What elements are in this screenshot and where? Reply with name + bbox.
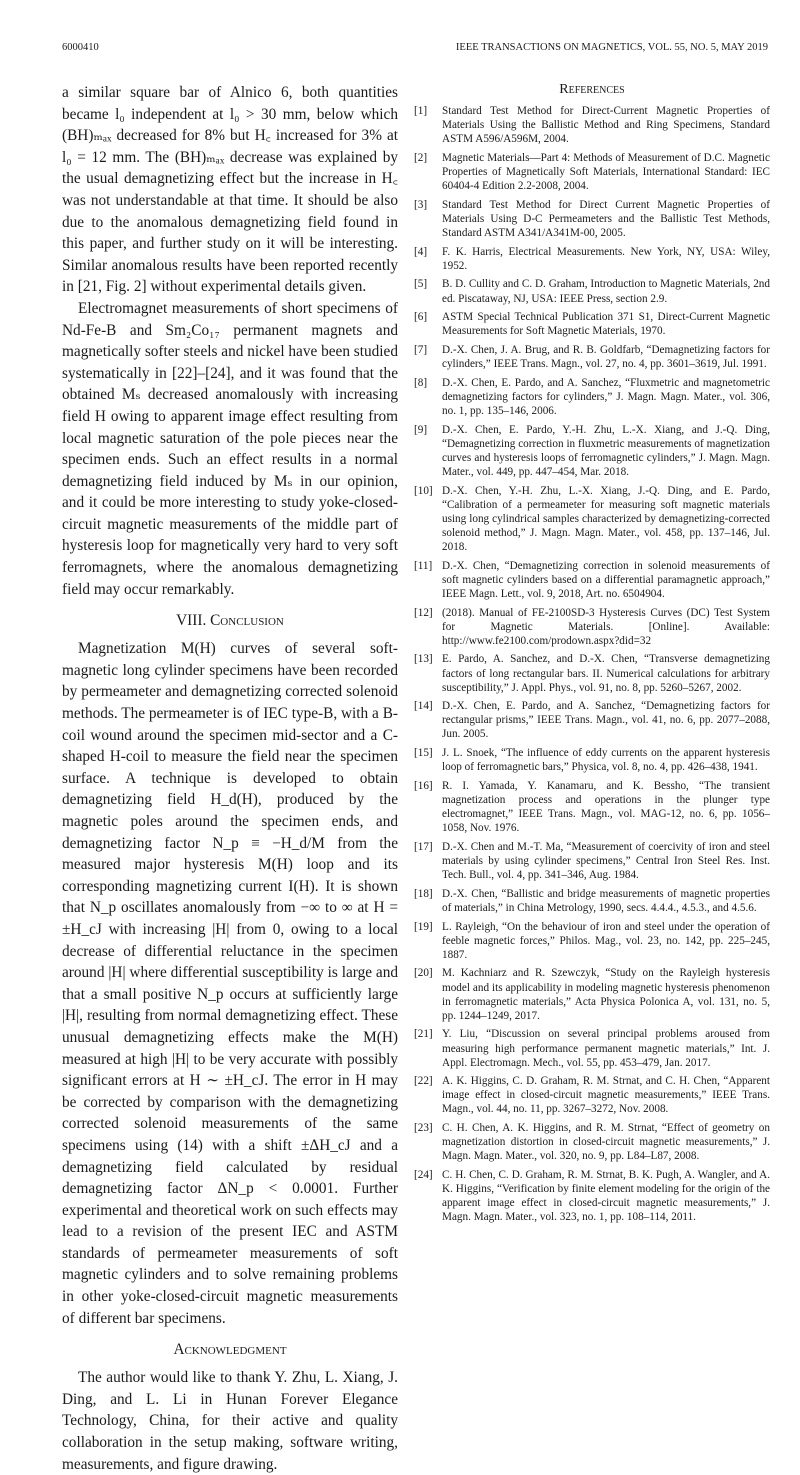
acknowledgment-paragraph: The author would like to thank Y. Zhu, L. Xiang, J. Ding, and L. Li in Hunan Forever Elegance Technology, China, for their active and quality collaboration in the setup making, software writing, measurements, and figure drawing. <box>62 1369 398 1473</box>
reference-number: [16] <box>414 779 433 792</box>
reference-number: [7] <box>414 343 428 356</box>
reference-text: Standard Test Method for Direct Current Magnetic Properties of Materials Using D-C Permeameters and the Ballistic Test Methods, Standard ASTM A341/A341M-00, 2005. <box>442 198 770 239</box>
paragraph: Electromagnet measurements of short specimens of Nd-Fe-B and Sm₂Co₁₇ permanent magnets and magnetically softer steels and nickel have been studied systematically in [22]–[24], and it was found that the obtained Mₛ decreased anomalously with increasing field H owing to apparent image effect resulting from local magnetic saturation of the pole pieces near the specimen ends. Such an effect results in a normal demagnetizing field induced by Mₛ in our opinion, and it could be more interesting to study yoke-closed-circuit magnetic measurements of the middle part of hysteresis loop for magnetically very hard to very soft ferromagnets, where the anomalous demagnetizing field may occur remarkably. <box>62 299 398 598</box>
reference-text: ASTM Special Technical Publication 371 S1, Direct-Current Magnetic Measurements for Soft Magnetic Materials, 1970. <box>442 311 770 338</box>
reference-text: D.-X. Chen, E. Pardo, and A. Sanchez, “Fluxmetric and magnetometric demagnetizing factors for cylinders,” J. Magn. Magn. Mater., vol. 306, no. 1, pp. 135–146, 2006. <box>442 376 770 417</box>
running-header <box>62 42 768 56</box>
reference-item <box>414 746 770 774</box>
reference-number: [22] <box>414 1075 433 1088</box>
reference-number: [20] <box>414 967 433 980</box>
reference-text: C. H. Chen, C. D. Graham, R. M. Strnat, B. K. Pugh, A. Wangler, and A. K. Higgins, “Verification by finite element modeling for the origin of the apparent image effect in closed-circuit magnetic measurements,” J. Magn. Magn. Mater., vol. 323, no. 1, pp. 108–114, 2011. <box>442 1169 770 1224</box>
reference-number: [4] <box>414 245 428 258</box>
reference-text: B. D. Cullity and C. D. Graham, Introduction to Magnetic Materials, 2nd ed. Piscataway, NJ, USA: IEEE Press, section 2.9. <box>442 278 770 305</box>
references-heading: References <box>559 82 625 97</box>
reference-number: [15] <box>414 747 433 760</box>
reference-text: D.-X. Chen, E. Pardo, Y.-H. Zhu, L.-X. Xiang, and J.-Q. Ding, “Demagnetizing correction in fluxmetric measurements of magnetization curves and hysteresis loops of ferromagnetic cylinders,” J. Magn. Magn. Mater., vol. 449, pp. 447–454, Mar. 2018. <box>442 423 770 478</box>
reference-text: J. L. Snoek, “The influence of eddy currents on the apparent hysteresis loop of ferromagnetic bars,” Physica, vol. 8, no. 4, pp. 426–438, 1941. <box>442 747 770 774</box>
reference-text: D.-X. Chen, J. A. Brug, and R. B. Goldfarb, “Demagnetizing factors for cylinders,” IEEE Trans. Magn., vol. 27, no. 4, pp. 3601–3619, Jul. 1991. <box>442 343 770 371</box>
reference-item <box>414 151 770 193</box>
reference-text: R. I. Yamada, Y. Kanamaru, and K. Bessho, “The transient magnetization process and operations in the plunger type electromagnet,” IEEE Trans. Magn., vol. MAG-12, no. 6, pp. 1056–1058, Nov. 1976. <box>442 779 770 835</box>
reference-number: [3] <box>414 198 428 211</box>
reference-text: Magnetic Materials—Part 4: Methods of Measurement of D.C. Magnetic Properties of Magnetically Soft Materials, International Standard: IEC 60404-4 Edition 2.2-2008, 2004. <box>442 151 770 193</box>
section-heading-acknowledgment: Acknowledgment <box>173 1341 287 1359</box>
reference-item <box>414 104 770 146</box>
reference-number: [13] <box>414 653 433 666</box>
reference-text: M. Kachniarz and R. Szewczyk, “Study on the Rayleigh hysteresis model and its applicability in modeling magnetic hysteresis phenomenon in ferromagnetic materials,” Acta Physica Polonica A, vol. 131, no. 5, pp. 1244–1249, 2017. <box>442 967 770 1022</box>
reference-item <box>414 1074 770 1116</box>
reference-number: [19] <box>414 920 433 933</box>
reference-number: [18] <box>414 887 433 900</box>
reference-text: D.-X. Chen, “Demagnetizing correction in solenoid measurements of soft magnetic cylinders based on a differential paramagnetic approach,” IEEE Magn. Lett., vol. 9, 2018, Art. no. 6504904. <box>442 559 770 600</box>
reference-number: [6] <box>414 311 428 324</box>
reference-item <box>414 245 770 273</box>
reference-item <box>414 423 770 479</box>
reference-item <box>414 484 770 554</box>
reference-item <box>414 1121 770 1163</box>
reference-number: [5] <box>414 278 428 291</box>
reference-number: [11] <box>414 559 433 572</box>
reference-item <box>414 198 770 240</box>
reference-number: [14] <box>414 700 433 713</box>
reference-number: [1] <box>414 105 428 117</box>
reference-item <box>414 559 770 601</box>
reference-text: A. K. Higgins, C. D. Graham, R. M. Strnat, and C. H. Chen, “Apparent image effect in closed-circuit magnetic measurements,” IEEE Trans. Magn., vol. 44, no. 11, pp. 3267–3272, Nov. 2008. <box>442 1075 770 1116</box>
reference-text: C. H. Chen, A. K. Higgins, and R. M. Strnat, “Effect of geometry on magnetization distortion in closed-circuit magnetic measurements,” J. Magn. Magn. Mater., vol. 320, no. 9, pp. L84–L87, 2008. <box>442 1122 770 1163</box>
reference-item <box>414 966 770 1022</box>
reference-item <box>414 1027 770 1069</box>
journal-title: IEEE TRANSACTIONS ON MAGNETICS, VOL. 55, NO. 5, MAY 2019 <box>455 42 768 53</box>
conclusion-paragraph: Magnetization M(H) curves of several soft-magnetic long cylinder specimens have been recorded by permeameter and demagnetizing corrected solenoid methods. The permeameter is of IEC type-B, with a B-coil wound around the specimen mid-sector and a C-shaped H-coil to measure the field near the specimen surface. A technique is developed to obtain demagnetizing field H_d(H), produced by the magnetic poles around the specimen ends, and demagnetizing factor N_p ≡ −H_d/M from the measured major hysteresis M(H) loop and its corresponding magnetizing current I(H). It is shown that N_p oscillates anomalously from −∞ to ∞ at H = ±H_cJ with increasing |H| from 0, owing to a local decrease of differential reluctance in the specimen around |H| where differential susceptibility is large and that a small positive N_p occurs at sufficiently large |H|, resulting from normal demagnetizing effect. These unusual demagnetizing effects make the M(H) measured at high |H| to be very accurate with possibly significant errors at H ∼ ±H_cJ. The error in H may be corrected by comparison with the demagnetizing corrected solenoid measurements of the same specimens using (14) with a shift ±ΔH_cJ and a demagnetizing field calculated by residual demagnetizing factor ΔN_p < 0.0001. Further experimental and theoretical work on such effects may lead to a revision of the present IEC and ASTM standards of permeameter measurements of soft magnetic cylinders and to solve remaining problems in other yoke-closed-circuit magnetic measurements of different bar specimens. <box>62 640 398 1327</box>
reference-text: E. Pardo, A. Sanchez, and D.-X. Chen, “Transverse demagnetizing factors of long rectangular bars. II. Numerical calculations for arbitrary susceptibility,” J. Appl. Phys., vol. 91, no. 8, pp. 5260–5267, 2002. <box>442 653 770 694</box>
reference-item <box>414 277 770 305</box>
reference-text: Standard Test Method for Direct-Current Magnetic Properties of Materials Using the Ballistic Method and Ring Specimens, Standard ASTM A596/A596M, 2004. <box>442 105 770 146</box>
reference-item <box>414 887 770 915</box>
reference-number: [9] <box>414 423 428 436</box>
left-column <box>62 82 398 1475</box>
reference-list <box>414 104 770 1224</box>
reference-number: [12] <box>414 606 433 619</box>
reference-item <box>414 652 770 694</box>
reference-item <box>414 310 770 338</box>
reference-item <box>414 343 770 371</box>
reference-number: [10] <box>414 484 433 497</box>
reference-number: [8] <box>414 376 428 389</box>
reference-number: [21] <box>414 1028 433 1041</box>
reference-item <box>414 606 770 648</box>
references-column <box>414 82 770 1229</box>
reference-text: Y. Liu, “Discussion on several principal problems aroused from measuring high performance permanent magnetic materials,” Int. J. Appl. Electromagn. Mech., vol. 55, pp. 453–479, Jan. 2017. <box>442 1028 770 1069</box>
reference-number: [17] <box>414 840 433 853</box>
reference-text: F. K. Harris, Electrical Measurements. New York, NY, USA: Wiley, 1952. <box>442 245 770 272</box>
reference-item <box>414 1168 770 1224</box>
reference-item <box>414 699 770 741</box>
section-heading-conclusion: VIII. Conclusion <box>176 612 284 630</box>
reference-item <box>414 376 770 418</box>
reference-item <box>414 840 770 882</box>
reference-text: D.-X. Chen, “Ballistic and bridge measurements of magnetic properties of materials,” in China Metrology, 1990, secs. 4.4.4., 4.5.3., and 4.5.6. <box>442 887 770 914</box>
reference-item <box>414 920 770 962</box>
paragraph: a similar square bar of Alnico 6, both quantities became l₀ independent at l₀ > 30 mm, below which (BH)ₘₐₓ decreased for 8% but H꜀ increased for 3% at l₀ = 12 mm. The (BH)ₘₐₓ decrease was explained by the usual demagnetizing effect but the increase in H꜀ was not understandable at that time. It should be also due to the anomalous demagnetizing field found in this paper, and further study on it will be interesting. Similar anomalous results have been reported recently in [21, Fig. 2] without experimental details given. <box>62 84 398 296</box>
reference-text: D.-X. Chen, E. Pardo, and A. Sanchez, “Demagnetizing factors for rectangular prisms,” IEEE Trans. Magn., vol. 41, no. 6, pp. 2077–2088, Jun. 2005. <box>442 700 770 741</box>
reference-text: D.-X. Chen, Y.-H. Zhu, L.-X. Xiang, J.-Q. Ding, and E. Pardo, “Calibration of a permeameter for measuring soft magnetic materials using long cylindrical samples characterized by demagnetizing-corrected solenoid method,” J. Magn. Magn. Mater., vol. 458, pp. 137–146, Jul. 2018. <box>442 484 770 553</box>
reference-number: [24] <box>414 1169 433 1182</box>
reference-text: L. Rayleigh, “On the behaviour of iron and steel under the operation of feeble magnetic forces,” Philos. Mag., vol. 23, no. 142, pp. 225–245, 1887. <box>442 920 770 961</box>
reference-number: [2] <box>414 151 428 164</box>
reference-text: D.-X. Chen and M.-T. Ma, “Measurement of coercivity of iron and steel materials by using cylinder specimens,” Central Iron Steel Res. Inst. Tech. Bull., vol. 4, pp. 341–346, Aug. 1984. <box>442 840 770 882</box>
page-number: 6000410 <box>62 42 99 53</box>
reference-text: (2018). Manual of FE-2100SD-3 Hysteresis Curves (DC) Test System for Magnetic Materials. [Online]. Available: http://www.fe2100.com/prodown.aspx?did=32 <box>442 606 770 647</box>
reference-item <box>414 779 770 835</box>
reference-number: [23] <box>414 1122 433 1135</box>
